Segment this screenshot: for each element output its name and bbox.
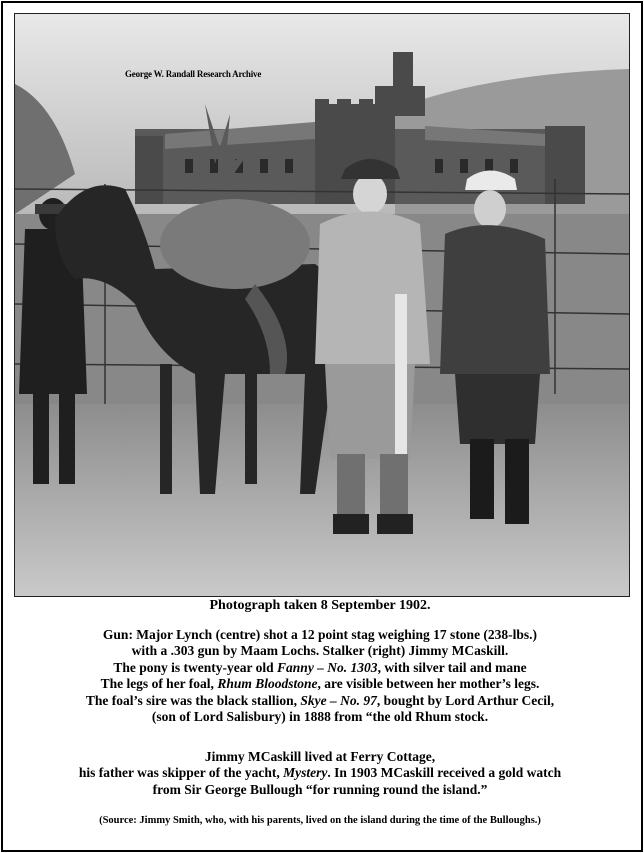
photograph [14,13,630,597]
caption-line: (son of Lord Salisbury) in 1888 from “the old Rhum stock. [151,709,489,725]
yacht-name: Mystery [283,765,328,781]
caption-line: Gun: Major Lynch (centre) shot a 12 point stag weighing 17 stone (238-lbs.) [102,627,538,642]
bio-paragraph [4,749,636,798]
caption-line: The legs of her foal, Rhum Bloodstone, are visible between her mother’s legs. [100,676,540,692]
foal-name: Rhum Bloodstone [217,676,318,692]
archive-label: George W. Randall Research Archive [125,69,262,79]
source-note: (Source: Jimmy Smith, who, with his parents, lived on the island during the time of the Bulloughs.) [99,815,541,826]
caption-line: with a .303 gun by Maam Lochs. Stalker (right) Jimmy MCaskill. [131,643,509,659]
bio-line: Jimmy MCaskill lived at Ferry Cottage, [204,749,436,764]
pony-name: Fanny – No. 1303 [277,659,378,675]
caption-line: The foal’s sire was the black stallion, Skye – No. 97, bought by Lord Arthur Cecil, [85,692,555,708]
caption-line: The pony is twenty-year old Fanny – No. 1303, with silver tail and mane [113,659,527,675]
bio-line: from Sir George Bullough “for running round the island.” [152,781,488,797]
bio-line: his father was skipper of the yacht, Mystery. In 1903 MCaskill received a gold watch [78,765,562,781]
photo-illustration [15,14,629,596]
photo-title: Photograph taken 8 September 1902. [209,598,431,613]
photo-caption [4,627,636,725]
stallion-name: Skye – No. 97 [300,692,377,708]
